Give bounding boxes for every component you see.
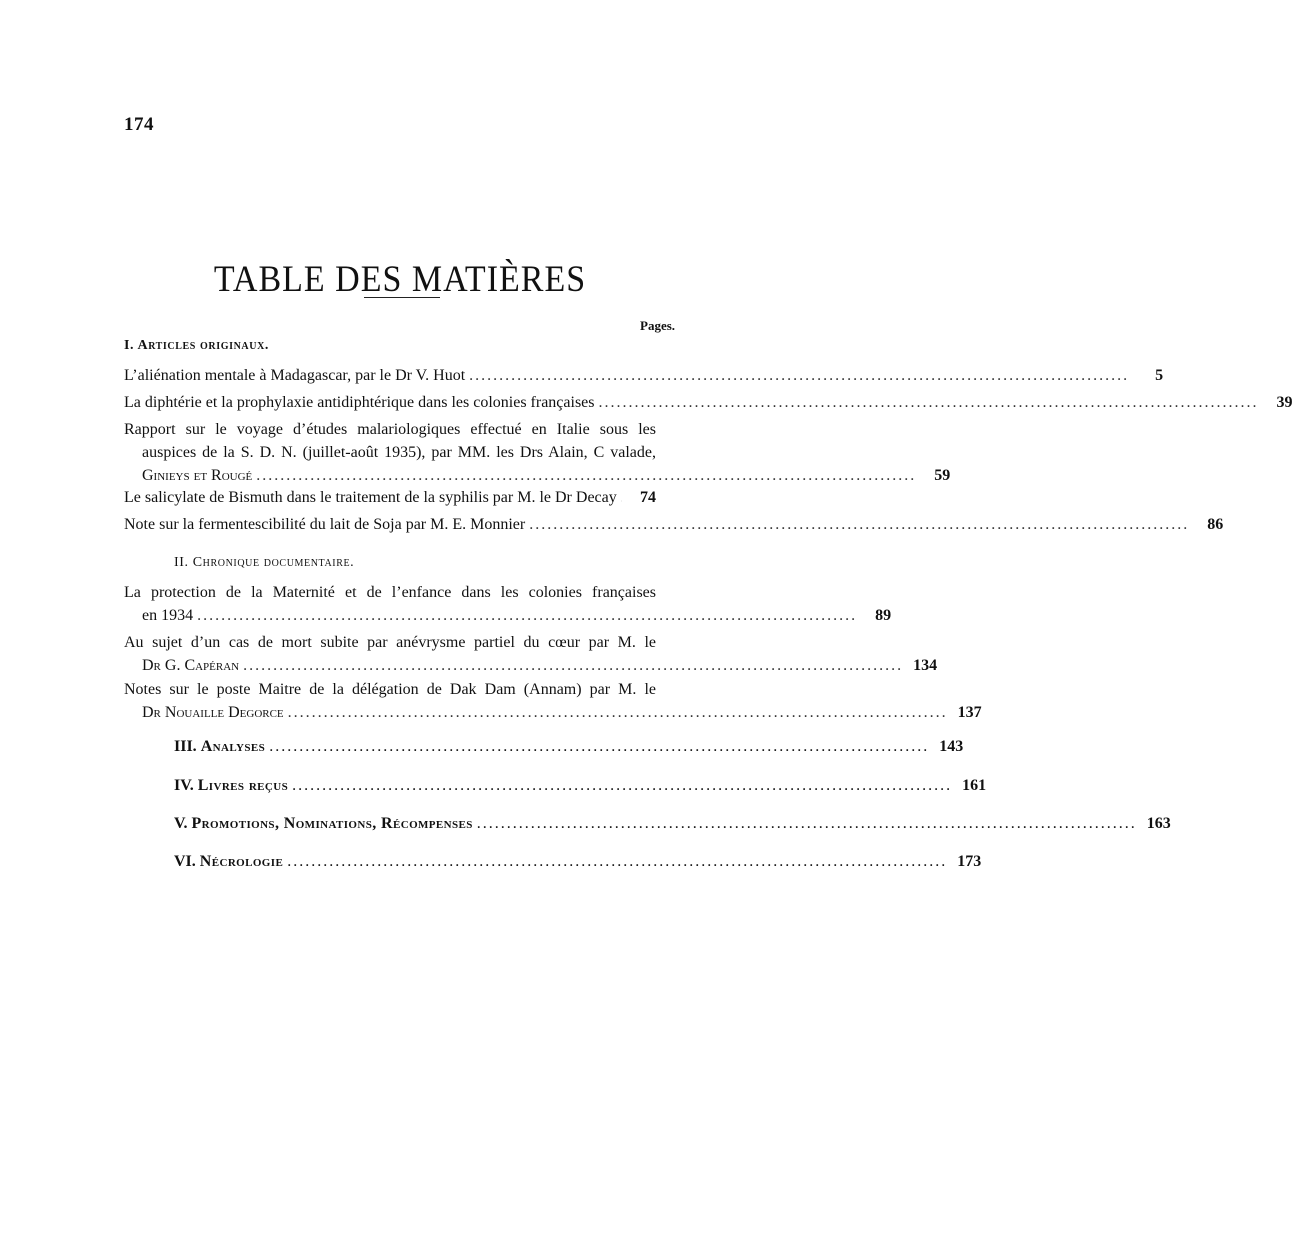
leader-dots: .............................................................................................................. [287, 853, 948, 870]
section-label: Livres reçus [197, 777, 289, 794]
toc-section-promotions [174, 812, 1171, 835]
toc-entry [124, 631, 938, 677]
toc-entry-title: La diphtérie et la prophylaxie antidiphtérique dans les colonies françaises [124, 394, 595, 411]
toc-entry-title: Le salicylate de Bismuth dans le traitement de la syphilis par M. le Dr Decay [124, 489, 617, 506]
section-label: Articles originaux. [137, 338, 269, 353]
toc-entry [124, 364, 1164, 387]
leader-dots: .............................................................................................................. [256, 467, 917, 484]
toc-section-necrologie [174, 850, 982, 873]
toc-entry [124, 391, 1293, 414]
toc-entry-page: 74 [640, 489, 656, 506]
title-divider [364, 297, 440, 298]
toc-entry-line [124, 486, 656, 509]
pages-column-label: Pages. [640, 318, 676, 333]
toc-entry [124, 486, 656, 509]
leader-dots: .............................................................................................................. [476, 815, 1137, 832]
toc-entry-page: 161 [962, 777, 987, 794]
section-number: II. [174, 555, 189, 570]
leader-dots: .............................................................................................................. [287, 704, 948, 721]
toc-entry-title: en 1934 [142, 607, 194, 624]
leader-dots: .............................................................................................................. [598, 394, 1259, 411]
leader-dots: .............................................................................................................. [469, 367, 1130, 384]
toc-entry-page: 59 [934, 467, 951, 484]
toc-entry-page: 137 [957, 704, 982, 721]
toc-entry-text: Rapport sur le voyage d’études malariologiques effectué en Italie sous les [124, 421, 656, 438]
toc-entry-text: auspices de la S. D. N. (juillet-août 1935), par MM. les Drs Alain, C valade, [142, 444, 656, 461]
toc-entry-line [124, 513, 1224, 536]
toc-section-livres [174, 774, 987, 797]
toc-entry-line [124, 654, 938, 677]
toc-entry-page: 173 [957, 853, 982, 870]
toc-entry-page: 5 [1155, 367, 1164, 384]
section-number: IV. [174, 777, 194, 794]
section-heading-chronique [174, 555, 354, 571]
toc-entry-title: L’aliénation mentale à Madagascar, par le Dr V. Huot [124, 367, 466, 384]
toc-entry-title: Dr Nouaille Degorce [142, 704, 284, 721]
toc-entry-title: Note sur la fermentescibilité du lait de Soja par M. E. Monnier [124, 516, 526, 533]
section-heading-articles [124, 338, 269, 354]
toc-entry-page: 143 [939, 738, 964, 755]
section-label: Nécrologie [199, 853, 284, 870]
toc-entry-page: 89 [875, 607, 892, 624]
toc-entry-text: La protection de la Maternité et de l’enfance dans les colonies françaises [124, 584, 656, 601]
toc-entry-title: Dr G. Capéran [142, 657, 240, 674]
toc-entry-line [124, 604, 892, 627]
section-label: Chronique documentaire. [192, 555, 355, 570]
toc-section-analyses [174, 735, 964, 758]
page-number: 174 [124, 114, 154, 135]
section-number: I. [124, 338, 135, 353]
leader-dots: .............................................................................................................. [269, 738, 930, 755]
toc-entry-page: 86 [1207, 516, 1224, 533]
toc-entry-title: Ginieys et Rougé [142, 467, 253, 484]
toc-entry-line [124, 391, 1293, 414]
leader-dots: .............................................................................................................. [197, 607, 858, 624]
section-number: VI. [174, 853, 196, 870]
toc-entry-line [124, 364, 1164, 387]
page-title: TABLE DES MATIÈRES [213, 259, 587, 300]
section-label: Analyses [200, 738, 266, 755]
leader-dots: .............................................................................................................. [529, 516, 1190, 533]
section-label: Promotions, Nominations, Récompenses [191, 815, 473, 832]
section-number: III. [174, 738, 197, 755]
toc-entry-text: Notes sur le poste Maitre de la délégation de Dak Dam (Annam) par M. le [124, 681, 656, 698]
leader-dots: .............................................................................................................. [292, 777, 953, 794]
toc-entry-page: 39 [1276, 394, 1293, 411]
section-number: V. [174, 815, 188, 832]
leader-dots [621, 486, 622, 509]
toc-entry-page: 163 [1146, 815, 1171, 832]
toc-entry [124, 418, 951, 487]
toc-entry-text: Au sujet d’un cas de mort subite par anévrysme partiel du cœur par M. le [124, 634, 656, 651]
toc-entry-page: 134 [913, 657, 938, 674]
toc-entry [124, 678, 982, 724]
leader-dots: .............................................................................................................. [243, 657, 904, 674]
toc-entry [124, 513, 1224, 536]
toc-entry [124, 581, 892, 627]
toc-entry-line [124, 464, 951, 487]
toc-entry-line [124, 701, 982, 724]
